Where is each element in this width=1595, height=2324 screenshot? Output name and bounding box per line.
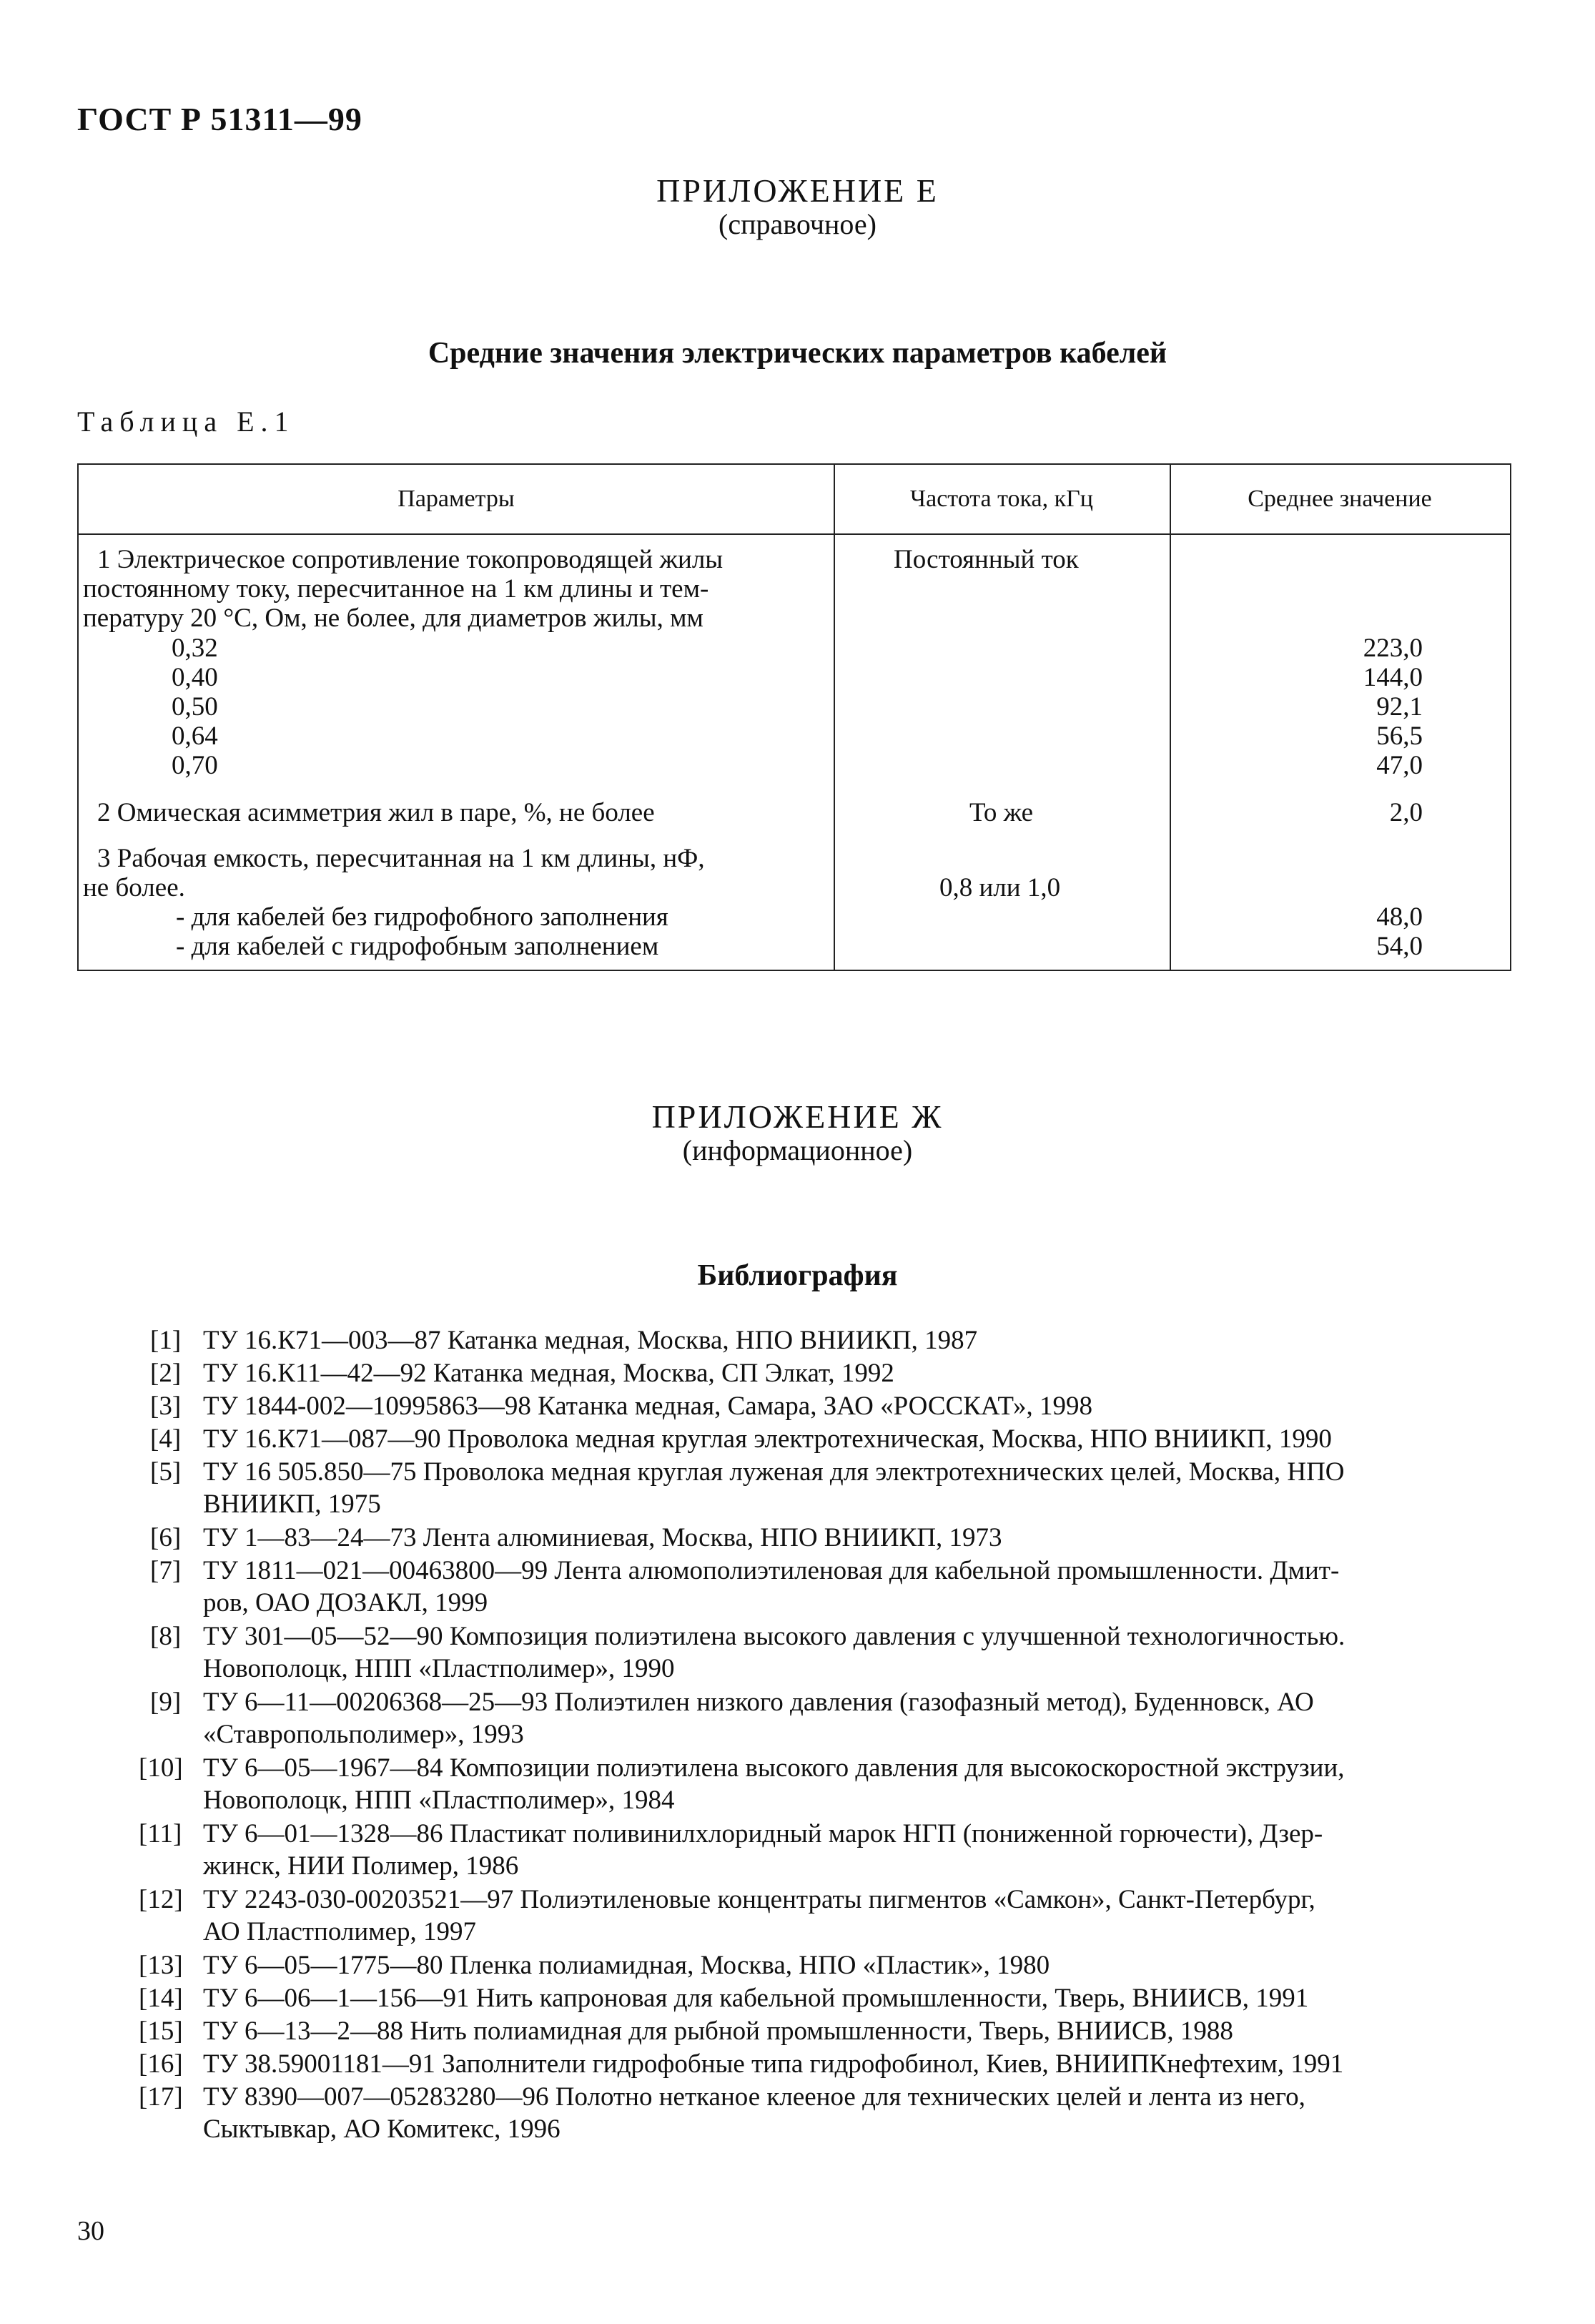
bibliography-number: [1] [150,1326,182,1355]
bibliography-line: ТУ 6—01—1328—86 Пластикат поливинилхлоридный марок НГП (пониженной горючести), Дзер- [203,1819,1323,1848]
row1-param-line: постоянному току, пересчитанное на 1 км длины и тем- [83,574,709,604]
row1-value: 92,1 [1376,692,1423,722]
standard-header: ГОСТ Р 51311—99 [77,101,362,137]
row1-diameter: 0,70 [172,751,218,780]
appendix-zh-title: ПРИЛОЖЕНИЕ Ж [651,1098,944,1135]
row2-param: 2 Омическая асимметрия жил в паре, %, не более [97,798,655,827]
bibliography-line: ТУ 6—05—1967—84 Композиции полиэтилена высокого давления для высокоскоростной экструзии, [203,1753,1345,1783]
row1-diameter: 0,64 [172,722,218,751]
row1-value: 56,5 [1376,722,1423,751]
parameters-table [77,463,1511,971]
bibliography-line: ТУ 6—06—1—156—91 Нить капроновая для кабельной промышленности, Тверь, ВНИИСВ, 1991 [203,1984,1309,2013]
bibliography-line: ТУ 6—13—2—88 Нить полиамидная для рыбной промышленности, Тверь, ВНИИСВ, 1988 [203,2017,1233,2046]
bibliography-line: ТУ 16.К11—42—92 Катанка медная, Москва, СП Элкат, 1992 [203,1359,894,1388]
row1-param-line: 1 Электрическое сопротивление токопроводящей жилы [97,545,724,574]
appendix-e-section-title: Средние значения электрических параметров кабелей [428,337,1167,370]
bibliography-line: ТУ 6—11—00206368—25—93 Полиэтилен низкого давления (газофазный метод), Буденновск, АО [203,1688,1314,1717]
bibliography-line: ТУ 1811—021—00463800—99 Лента алюмополиэтиленовая для кабельной промышленности. Дмит- [203,1556,1340,1585]
row1-value: 47,0 [1376,751,1423,780]
table-divider [1170,465,1171,970]
row3-param-line: 3 Рабочая емкость, пересчитанная на 1 км длины, нФ, [97,844,705,873]
bibliography-line: ТУ 38.59001181—91 Заполнители гидрофобные типа гидрофобинол, Киев, ВНИИПКнефтехим, 1991 [203,2049,1344,2079]
table-divider [834,465,835,970]
row1-value: 144,0 [1363,663,1423,692]
bibliography-number: [5] [150,1457,182,1487]
appendix-e-title: ПРИЛОЖЕНИЕ Е [656,172,939,209]
row3-frequency: 0,8 или 1,0 [939,873,1061,902]
bibliography-line: ТУ 6—05—1775—80 Пленка полиамидная, Москва, НПО «Пластик», 1980 [203,1951,1050,1980]
bibliography-line: ТУ 16.К71—087—90 Проволока медная круглая электротехническая, Москва, НПО ВНИИКП, 1990 [203,1424,1332,1454]
bibliography-number: [14] [139,1984,183,2013]
bibliography-line: ТУ 2243-030-00203521—97 Полиэтиленовые концентраты пигментов «Самкон», Санкт-Петербург, [203,1885,1315,1914]
bibliography-line: ТУ 16.К71—003—87 Катанка медная, Москва, НПО ВНИИКП, 1987 [203,1326,978,1355]
bibliography-line: ТУ 16 505.850—75 Проволока медная круглая луженая для электротехнических целей, Москва, НПО [203,1457,1345,1487]
bibliography-line: жинск, НИИ Полимер, 1986 [203,1851,519,1881]
row1-param-line: пературу 20 °С, Ом, не более, для диаметров жилы, мм [83,604,703,633]
bibliography-line: ров, ОАО ДОЗАКЛ, 1999 [203,1588,488,1618]
bibliography-number: [15] [139,2017,183,2046]
table-header-parameters: Параметры [397,486,515,512]
bibliography-line: ТУ 301—05—52—90 Композиция полиэтилена высокого давления с улучшенной технологичностью. [203,1622,1345,1651]
bibliography-number: [17] [139,2082,183,2112]
bibliography-line: ТУ 1—83—24—73 Лента алюминиевая, Москва, НПО ВНИИКП, 1973 [203,1523,1002,1552]
page-number: 30 [77,2216,104,2246]
appendix-zh-subtitle: (информационное) [682,1134,913,1166]
table-header-frequency: Частота тока, кГц [910,486,1093,512]
bibliography-line: «Ставропольполимер», 1993 [203,1720,524,1749]
row1-value: 223,0 [1363,634,1423,663]
bibliography-line: Новополоцк, НПП «Пластполимер», 1990 [203,1654,675,1683]
table-header-average: Среднее значение [1248,486,1432,512]
bibliography-line: ТУ 8390—007—05283280—96 Полотно нетканое клееное для технических целей и лента из него, [203,2082,1305,2112]
appendix-e-subtitle: (справочное) [719,208,876,240]
row3-value: 48,0 [1376,902,1423,932]
row1-diameter: 0,32 [172,634,218,663]
row1-frequency: Постоянный ток [894,545,1079,574]
row1-diameter: 0,40 [172,663,218,692]
bibliography-line: Новополоцк, НПП «Пластполимер», 1984 [203,1786,675,1815]
bibliography-number: [10] [139,1753,183,1783]
bibliography-title: Библиография [697,1259,898,1292]
table-label: Таблица Е.1 [77,405,295,438]
row2-frequency: То же [969,798,1034,827]
bibliography-number: [8] [150,1622,182,1651]
bibliography-line: ТУ 1844-002—10995863—98 Катанка медная, Самара, ЗАО «РОССКАТ», 1998 [203,1392,1092,1421]
row1-diameter: 0,50 [172,692,218,722]
bibliography-number: [4] [150,1424,182,1454]
row3-value: 54,0 [1376,932,1423,961]
bibliography-line: ВНИИКП, 1975 [203,1490,381,1519]
bibliography-number: [9] [150,1688,182,1717]
bibliography-line: АО Пластполимер, 1997 [203,1917,476,1946]
row3-sub-label: - для кабелей без гидрофобного заполнения [176,902,668,932]
row3-sub-label: - для кабелей с гидрофобным заполнением [176,932,659,961]
row3-param-line: не более. [83,873,185,902]
table-header-divider [79,533,1510,535]
bibliography-number: [2] [150,1359,182,1388]
bibliography-line: Сыктывкар, АО Комитекс, 1996 [203,2114,561,2144]
bibliography-number: [11] [139,1819,182,1848]
bibliography-number: [3] [150,1392,182,1421]
bibliography-number: [7] [150,1556,182,1585]
bibliography-number: [16] [139,2049,183,2079]
bibliography-number: [6] [150,1523,182,1552]
bibliography-number: [13] [139,1951,183,1980]
bibliography-number: [12] [139,1885,183,1914]
row2-value: 2,0 [1389,798,1423,827]
